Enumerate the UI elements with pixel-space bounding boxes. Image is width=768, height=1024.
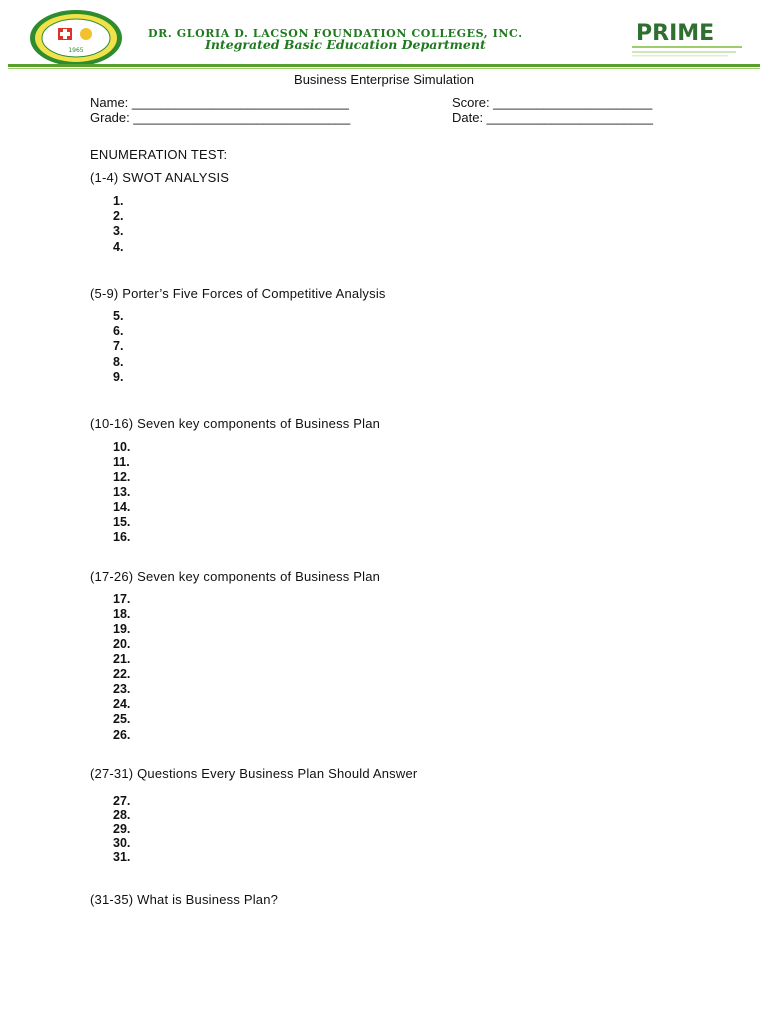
list-item: 19. [113, 622, 131, 636]
section-heading: (1-4) SWOT ANALYSIS [90, 170, 230, 185]
list-item: 24. [113, 697, 131, 711]
list-item: 18. [113, 607, 131, 621]
list-item: 16. [113, 530, 131, 544]
list-item: 25. [113, 712, 131, 726]
list-item: 14. [113, 500, 131, 514]
list-item: 20. [113, 637, 131, 651]
list-item: 9. [113, 370, 124, 384]
name-field-label: Name: ______________________________ [90, 95, 349, 110]
list-item: 2. [113, 209, 124, 223]
list-item: 3. [113, 224, 124, 238]
date-field-label: Date: _______________________ [452, 110, 653, 125]
list-item: 10. [113, 440, 131, 454]
school-seal-logo [28, 8, 124, 68]
list-item: 12. [113, 470, 131, 484]
list-item: 29. [113, 822, 131, 836]
list-item: 26. [113, 728, 131, 742]
list-item: 8. [113, 355, 124, 369]
section-heading: (27-31) Questions Every Business Plan Should Answer [90, 766, 418, 781]
list-item: 15. [113, 515, 131, 529]
department-name: Integrated Basic Education Department [205, 37, 486, 52]
section-heading: (10-16) Seven key components of Business Plan [90, 416, 381, 431]
list-item: 11. [113, 455, 130, 469]
enumeration-test-heading: ENUMERATION TEST: [90, 147, 228, 162]
grade-field-label: Grade: ______________________________ [90, 110, 351, 125]
list-item: 21. [113, 652, 131, 666]
list-item: 17. [113, 592, 131, 606]
prime-logo [628, 14, 746, 66]
list-item: 7. [113, 339, 124, 353]
section-heading: (17-26) Seven key components of Business Plan [90, 569, 381, 584]
svg-text:PRIME: PRIME [636, 21, 715, 46]
list-item: 27. [113, 794, 131, 808]
list-item: 23. [113, 682, 131, 696]
list-item: 22. [113, 667, 131, 681]
header-rule [8, 64, 760, 67]
document-title: Business Enterprise Simulation [294, 72, 474, 87]
list-item: 30. [113, 836, 131, 850]
list-item: 31. [113, 850, 131, 864]
list-item: 4. [113, 240, 124, 254]
list-item: 28. [113, 808, 131, 822]
score-field-label: Score: ______________________ [452, 95, 653, 110]
list-item: 13. [113, 485, 131, 499]
section-heading: (5-9) Porter’s Five Forces of Competitive Analysis [90, 286, 386, 301]
list-item: 6. [113, 324, 124, 338]
section-heading: (31-35) What is Business Plan? [90, 892, 279, 907]
header-rule-thin [8, 68, 760, 69]
school-name: DR. GLORIA D. LACSON FOUNDATION COLLEGES, INC. [148, 27, 523, 40]
svg-text:1965: 1965 [68, 47, 84, 54]
page-header [0, 0, 768, 70]
list-item: 5. [113, 309, 124, 323]
list-item: 1. [113, 194, 124, 208]
